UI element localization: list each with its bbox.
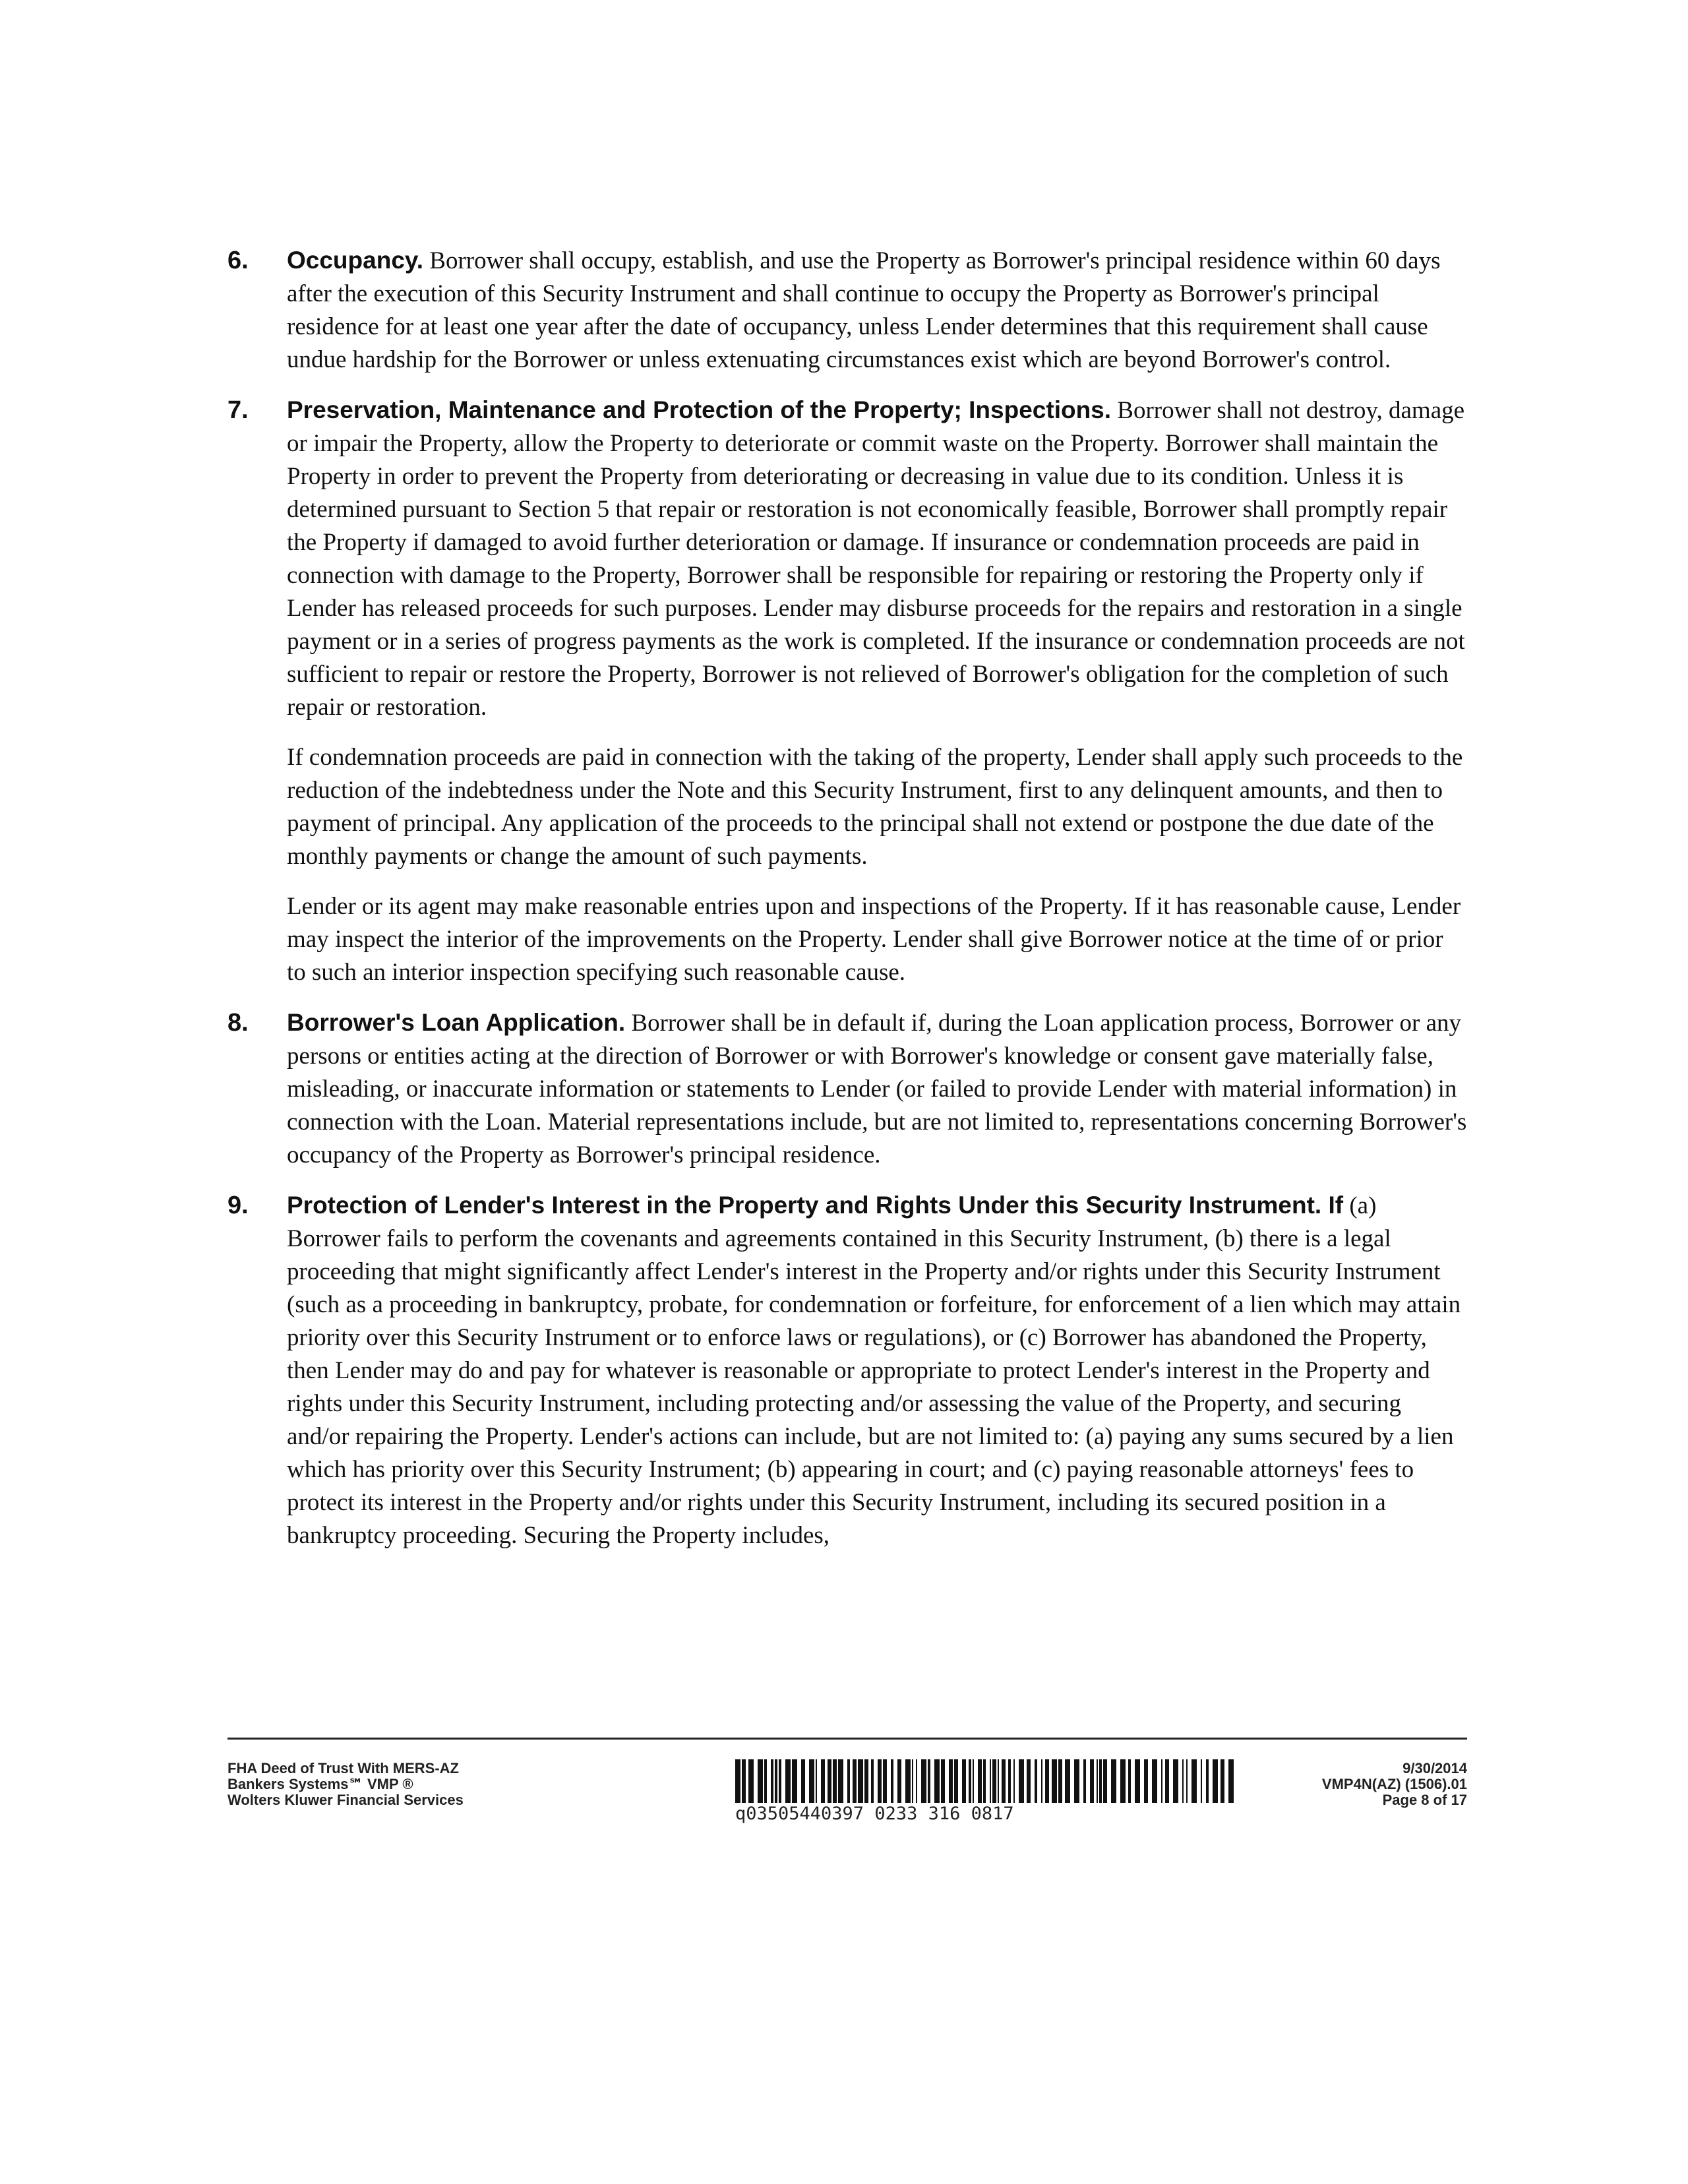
barcode-bar (1002, 1759, 1006, 1803)
section-paragraph (287, 1006, 1467, 1172)
section-6 (227, 244, 1467, 377)
barcode-bar (1135, 1759, 1140, 1803)
barcode-number: q03505440397 0233 316 0817 (735, 1804, 1014, 1824)
barcode-bar (1228, 1759, 1234, 1803)
section-paragraph (287, 1189, 1467, 1552)
barcode-bar (1173, 1759, 1178, 1803)
barcode-bar (1213, 1759, 1218, 1803)
barcode-bar (847, 1759, 850, 1803)
barcode-bar (853, 1759, 857, 1803)
barcode-bar (1182, 1759, 1184, 1803)
barcode-bar (816, 1759, 817, 1803)
barcode-bar (1008, 1759, 1011, 1803)
section-heading: Occupancy. (287, 247, 424, 274)
barcode-bar (809, 1759, 814, 1803)
barcode-bar (949, 1759, 953, 1803)
barcode-bar (1152, 1759, 1157, 1803)
barcode-bar (1165, 1759, 1169, 1803)
section-number: 6. (227, 247, 249, 274)
barcode-bar (883, 1759, 887, 1803)
footer-form-code: VMP4N(AZ) (1506).01 (1321, 1776, 1467, 1792)
barcode-bar (992, 1759, 996, 1803)
barcode-bar (858, 1759, 863, 1803)
section-heading: Borrower's Loan Application. (287, 1009, 626, 1036)
barcode-bar (973, 1759, 974, 1803)
barcode-image (735, 1759, 1236, 1803)
barcode-bar (1027, 1759, 1031, 1803)
barcode-bar (962, 1759, 966, 1803)
barcode-bar (1128, 1759, 1131, 1803)
barcode-bar (828, 1759, 831, 1803)
barcode-bar (1045, 1759, 1049, 1803)
barcode-bar (1120, 1759, 1126, 1803)
section-paragraph: Lender or its agent may make reasonable entries upon and inspections of the Property. If it has reasonable cause, Lender may inspect the interior of the improvements on the Property. Lender shall give Borrower notice at the time of or prior to such an interior inspection specifying such reasonable cause. (287, 893, 1461, 986)
barcode-bar (748, 1759, 754, 1803)
footer-publisher: Wolters Kluwer Financial Services (227, 1792, 464, 1808)
section-7 (227, 394, 1467, 989)
barcode-bar (1058, 1759, 1062, 1803)
section-number: 8. (227, 1009, 249, 1037)
barcode-bar (983, 1759, 986, 1803)
barcode-bar (833, 1759, 837, 1803)
section-paragraph (287, 394, 1467, 724)
barcode-bar (998, 1759, 999, 1803)
section-paragraph: If condemnation proceeds are paid in connection with the taking of the property, Lender shall apply such proceeds to the reduction of the indebtedness under the Note and this Security Instrument, first to any delinquent amounts, and then to payment of principal. Any application of the proceeds to the principal shall not extend or postpone the due date of the monthly payments or change the amount of such payments. (287, 744, 1463, 870)
footer-form-title: FHA Deed of Trust With MERS-AZ (227, 1760, 459, 1776)
barcode-bar (969, 1759, 971, 1803)
section-paragraph (287, 244, 1467, 377)
section-number: 7. (227, 396, 249, 424)
section-heading: Preservation, Maintenance and Protection of the Property; Inspections. (287, 396, 1112, 423)
barcode-bar (916, 1759, 917, 1803)
barcode-bar (1144, 1759, 1148, 1803)
footer-divider (227, 1738, 1467, 1740)
barcode-bar (1052, 1759, 1057, 1803)
barcode-bar (1099, 1759, 1102, 1803)
barcode-bar (1035, 1759, 1037, 1803)
barcode-bar (878, 1759, 882, 1803)
barcode-bar (1013, 1759, 1015, 1803)
barcode-bar (1065, 1759, 1070, 1803)
barcode-bar (1206, 1759, 1209, 1803)
footer-form-info (227, 1761, 464, 1808)
barcode-bar (928, 1759, 930, 1803)
document-body (227, 244, 1467, 1569)
barcode-bar (1041, 1759, 1042, 1803)
footer-form-meta (1322, 1761, 1467, 1808)
barcode-bar (771, 1759, 773, 1803)
barcode-bar (1221, 1759, 1224, 1803)
section-number: 9. (227, 1192, 249, 1219)
barcode-bar (735, 1759, 740, 1803)
barcode-bar (912, 1759, 913, 1803)
footer-page-number: Page 8 of 17 (1382, 1792, 1467, 1808)
barcode-bar (838, 1759, 843, 1803)
barcode-bar (764, 1759, 767, 1803)
barcode-bar (779, 1759, 781, 1803)
barcode-bar (905, 1759, 911, 1803)
barcode-bar (1074, 1759, 1079, 1803)
barcode-bar (758, 1759, 763, 1803)
section-9 (227, 1189, 1467, 1552)
footer-date: 9/30/2014 (1402, 1760, 1467, 1776)
barcode-bar (785, 1759, 791, 1803)
barcode-bar (1103, 1759, 1107, 1803)
barcode-bar (934, 1759, 940, 1803)
section-text: Borrower shall not destroy, damage or impair the Property, allow the Property to deteriorate or commit waste on the Property. Borrower shall maintain the Property in order to prevent the Property from deteriorating or decreasing in value due to its condition. Unless it is determined pursuant to Section 5 that repair or restoration is not economically feasible, Borrower shall promptly repair the Property if damaged to avoid further deterioration or damage. If insurance or condemnation proceeds are paid in connection with damage to the Property, Borrower shall be responsible for repairing or restoring the Property only if Lender has released proceeds for such purposes. Lender may disburse proceeds for the repairs and restoration in a single payment or in a series of progress payments as the work is completed. If the insurance or condemnation proceeds are not sufficient to repair or restore the Property, Borrower is not relieved of Borrower's obligation for the completion of such repair or restoration. (287, 397, 1465, 721)
barcode-bar (775, 1759, 777, 1803)
section-text: (a) Borrower fails to perform the covenants and agreements contained in this Security Instrument, (b) there is a legal proceeding that might significantly affect Lender's interest in the Property and/or rights under this Security Instrument (such as a proceeding in bankruptcy, probate, for condemnation or forfeiture, for enforcement of a lien which may attain priority over this Security Instrument or to enforce laws or regulations), or (c) Borrower has abandoned the Property, then Lender may do and pay for whatever is reasonable or appropriate to protect Lender's interest in the Property and rights under this Security Instrument, including protecting and/or assessing the value of the Property, and securing and/or repairing the Property. Lender's actions can include, but are not limited to: (a) paying any sums secured by a lien which has priority over this Security Instrument; (b) appearing in court; and (c) paying reasonable attorneys' fees to protect its interest in the Property and/or rights under this Security Instrument, including its secured position in a bankruptcy proceeding. Securing the Property includes, (287, 1192, 1461, 1549)
section-text: Borrower shall occupy, establish, and use the Property as Borrower's principal residence within 60 days after the execution of this Security Instrument and shall continue to occupy the Property as Borrower's principal residence for at least one year after the date of occupancy, unless Lender determines that this requirement shall cause undue hardship for the Borrower or unless extenuating circumstances exist which are beyond Borrower's control. (287, 247, 1441, 373)
barcode-bar (1201, 1759, 1202, 1803)
footer-vendor: Bankers Systems℠ VMP ® (227, 1776, 413, 1792)
barcode-bar (742, 1759, 746, 1803)
barcode-block (735, 1759, 1236, 1824)
barcode-bar (821, 1759, 825, 1803)
barcode-bar (1111, 1759, 1116, 1803)
barcode-bar (1186, 1759, 1188, 1803)
barcode-bar (954, 1759, 958, 1803)
barcode-bar (978, 1759, 982, 1803)
barcode-bar (897, 1759, 901, 1803)
barcode-bar (1090, 1759, 1094, 1803)
barcode-bar (891, 1759, 893, 1803)
barcode-bar (941, 1759, 945, 1803)
barcode-bar (990, 1759, 991, 1803)
barcode-bar (792, 1759, 797, 1803)
section-heading: Protection of Lender's Interest in the Property and Rights Under this Security Instrument. If (287, 1192, 1344, 1219)
barcode-bar (801, 1759, 805, 1803)
barcode-bar (864, 1759, 868, 1803)
barcode-bar (1083, 1759, 1086, 1803)
barcode-bar (921, 1759, 926, 1803)
section-text: Borrower shall be in default if, during the Loan application process, Borrower or any persons or entities acting at the direction of Borrower or with Borrower's knowledge or consent gave materially false, misleading, or inaccurate information or statements to Lender (or failed to provide Lender with material information) in connection with the Loan. Material representations include, but are not limited to, representations concerning Borrower's occupancy of the Property as Borrower's principal residence. (287, 1010, 1467, 1168)
barcode-bar (1191, 1759, 1197, 1803)
barcode-bar (1097, 1759, 1098, 1803)
barcode-bar (871, 1759, 874, 1803)
section-8 (227, 1006, 1467, 1172)
barcode-bar (1019, 1759, 1024, 1803)
barcode-bar (1161, 1759, 1162, 1803)
